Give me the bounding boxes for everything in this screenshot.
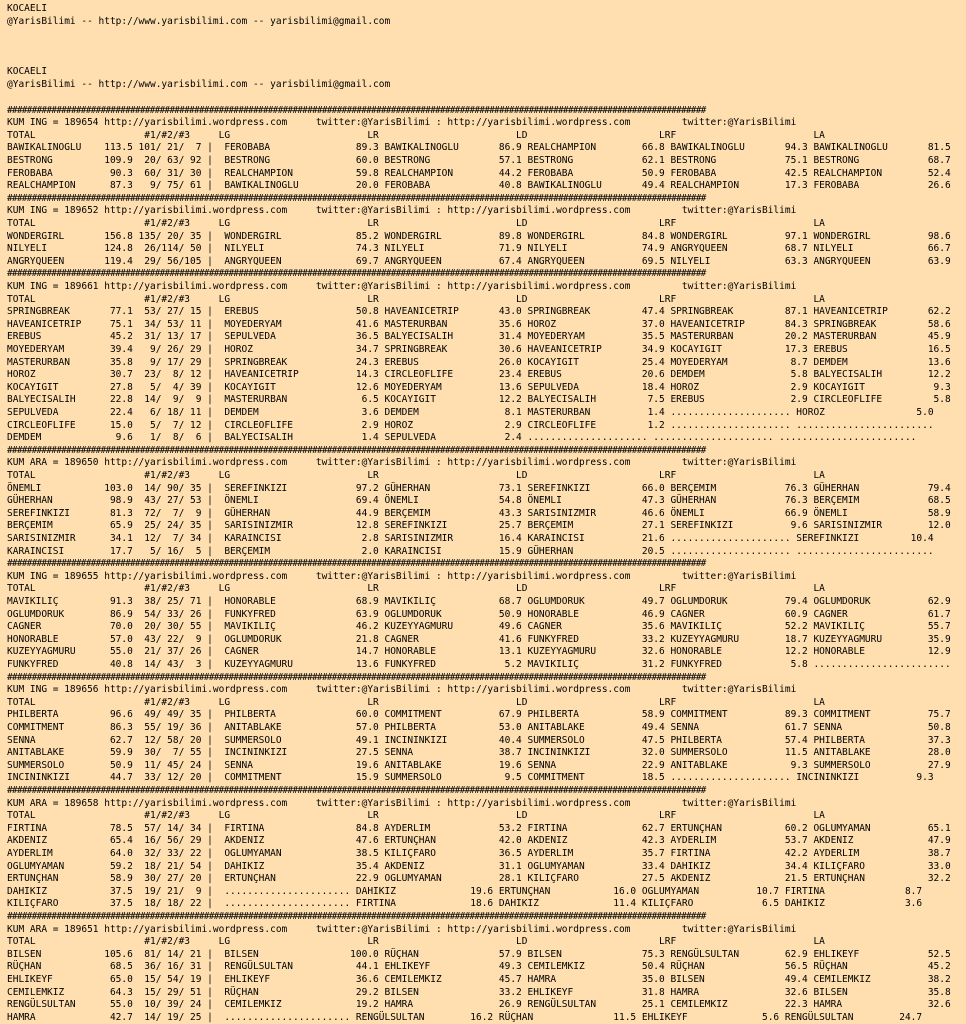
table-row: BESTRONG 109.9 20/ 63/ 92 | BESTRONG 60.0 BESTRONG 57.1 BESTRONG 62.1 BESTRONG 75.1 BESTRONG 68.7 xyxy=(7,154,951,166)
table-header: TOTAL #1/#2/#3 LG LR LD LRF LA xyxy=(7,936,825,948)
table-row: CEMILEMKIZ 64.3 15/ 29/ 51 | RÜÇHAN 29.2 BILSEN 33.2 EHLIKEYF 31.8 HAMRA 32.6 BILSEN 35.8 xyxy=(7,986,951,998)
section-separator: ############################################################################################################################################## xyxy=(7,104,706,116)
table-row: HAVEANICETRIP 75.1 34/ 53/ 11 | MOYEDERYAM 41.6 MASTERURBAN 35.6 HOROZ 37.0 HAVEANICETRIP 84.3 SPRINGBREAK 58.6 xyxy=(7,318,951,330)
table-row: SEREFINKIZI 81.3 72/ 7/ 9 | GÜHERHAN 44.9 BERÇEMIM 43.3 SARISINIZMIR 46.6 ÖNEMLI 66.9 ÖNEMLI 58.9 xyxy=(7,507,951,519)
table-header: TOTAL #1/#2/#3 LG LR LD LRF LA xyxy=(7,810,825,822)
table-row: COMMITMENT 86.3 55/ 19/ 36 | ANITABLAKE 57.0 PHILBERTA 53.0 ANITABLAKE 49.4 SENNA 61.7 SENNA 50.8 xyxy=(7,721,951,733)
table-row: FUNKYFRED 40.8 14/ 43/ 3 | KUZEYYAGMURU 13.6 FUNKYFRED 5.2 MAVIKILIÇ 31.2 FUNKYFRED 5.8 ........................ xyxy=(7,658,951,670)
table-row: SARISINIZMIR 34.1 12/ 7/ 34 | KARAINCISI 2.8 SARISINIZMIR 16.4 KARAINCISI 21.6 ..................... SEREFINKIZI 10.4 xyxy=(7,532,934,544)
table-header: TOTAL #1/#2/#3 LG LR LD LRF LA xyxy=(7,293,825,305)
table-row: GÜHERHAN 98.9 43/ 27/ 53 | ÖNEMLI 69.4 ÖNEMLI 54.8 ÖNEMLI 47.3 GÜHERHAN 76.3 BERÇEMIM 68.5 xyxy=(7,495,951,507)
table-header: TOTAL #1/#2/#3 LG LR LD LRF LA xyxy=(7,129,825,141)
table-row: EHLIKEYF 65.0 15/ 54/ 19 | EHLIKEYF 36.6 CEMILEMKIZ 45.7 HAMRA 35.0 BILSEN 49.4 CEMILEMKIZ 38.2 xyxy=(7,973,951,985)
race-title: KUM ARA = 189650 http://yarisbilimi.wordpress.com twitter:@YarisBilimi : http://yarisbilimi.wordpress.com twitter:@YarisBilimi xyxy=(7,457,797,469)
table-row: KILIÇFARO 37.5 18/ 18/ 22 | ...................... FIRTINA 18.6 DAHIKIZ 11.4 KILIÇFARO 6.5 DAHIKIZ 3.6 xyxy=(7,898,923,910)
table-row: INCININKIZI 44.7 33/ 12/ 20 | COMMITMENT 15.9 SUMMERSOLO 9.5 COMMITMENT 18.5 ..................... INCININKIZI 9.3 xyxy=(7,772,934,784)
table-row: SENNA 62.7 12/ 58/ 20 | SUMMERSOLO 49.1 INCININKIZI 40.4 SUMMERSOLO 47.5 PHILBERTA 57.4 PHILBERTA 37.3 xyxy=(7,734,951,746)
table-row: AYDERLIM 64.0 32/ 33/ 22 | OGLUMYAMAN 38.5 KILIÇFARO 36.5 AYDERLIM 35.7 FIRTINA 42.2 AYDERLIM 38.7 xyxy=(7,847,951,859)
table-header: TOTAL #1/#2/#3 LG LR LD LRF LA xyxy=(7,583,825,595)
table-row: KUZEYYAGMURU 55.0 21/ 37/ 26 | CAGNER 14.7 HONORABLE 13.1 KUZEYYAGMURU 32.6 HONORABLE 12.2 HONORABLE 12.9 xyxy=(7,646,951,658)
section-separator: ############################################################################################################################################## xyxy=(7,784,706,796)
table-row: OGLUMYAMAN 59.2 18/ 21/ 54 | DAHIKIZ 35.4 AKDENIZ 31.1 OGLUMYAMAN 33.4 DAHIKIZ 34.4 KILIÇFARO 33.0 xyxy=(7,860,951,872)
table-row: BAWIKALINOGLU 113.5 101/ 21/ 7 | FEROBABA 89.3 BAWIKALINOGLU 86.9 REALCHAMPION 66.8 BAWIKALINOGLU 94.3 BAWIKALINOGLU 81.5 xyxy=(7,142,951,154)
table-row: DAHIKIZ 37.5 19/ 21/ 9 | ...................... DAHIKIZ 19.6 ERTUNÇHAN 16.0 OGLUMYAMAN 10.7 FIRTINA 8.7 xyxy=(7,885,923,897)
table-row: ANITABLAKE 59.9 30/ 7/ 55 | INCININKIZI 27.5 SENNA 38.7 INCININKIZI 32.0 SUMMERSOLO 11.5 ANITABLAKE 28.0 xyxy=(7,747,951,759)
table-row: HONORABLE 57.0 43/ 22/ 9 | OGLUMDORUK 21.8 CAGNER 41.6 FUNKYFRED 33.2 KUZEYYAGMURU 18.7 KUZEYYAGMURU 35.9 xyxy=(7,633,951,645)
table-header: TOTAL #1/#2/#3 LG LR LD LRF LA xyxy=(7,469,825,481)
section-separator: ############################################################################################################################################## xyxy=(7,910,706,922)
table-row: KARAINCISI 17.7 5/ 16/ 5 | BERÇEMIM 2.0 KARAINCISI 15.9 GÜHERHAN 20.5 ..................... ........................ xyxy=(7,545,934,557)
table-row: RÜÇHAN 68.5 36/ 16/ 31 | RENGÜLSULTAN 44.1 EHLIKEYF 49.3 CEMILEMKIZ 50.4 RÜÇHAN 56.5 RÜÇHAN 45.2 xyxy=(7,961,951,973)
section-separator: ############################################################################################################################################## xyxy=(7,444,706,456)
table-row: REALCHAMPION 87.3 9/ 75/ 61 | BAWIKALINOGLU 20.0 FEROBABA 40.8 BAWIKALINOGLU 49.4 REALCHAMPION 17.3 FEROBABA 26.6 xyxy=(7,180,951,192)
section-separator: ############################################################################################################################################## xyxy=(7,558,706,570)
table-row: DEMDEM 9.6 1/ 8/ 6 | BALYECISALIH 1.4 SEPULVEDA 2.4 ..................... ..................... ........................ xyxy=(7,432,917,444)
table-row: NILYELI 124.8 26/114/ 50 | NILYELI 74.3 NILYELI 71.9 NILYELI 74.9 ANGRYQUEEN 68.7 NILYELI 66.7 xyxy=(7,243,951,255)
race-title: KUM ING = 189661 http://yarisbilimi.wordpress.com twitter:@YarisBilimi : http://yarisbilimi.wordpress.com twitter:@YarisBilimi xyxy=(7,280,797,292)
table-row: SPRINGBREAK 77.1 53/ 27/ 15 | EREBUS 50.8 HAVEANICETRIP 43.0 SPRINGBREAK 47.4 SPRINGBREAK 87.1 HAVEANICETRIP 62.2 xyxy=(7,306,951,318)
table-row: HOROZ 30.7 23/ 8/ 12 | HAVEANICETRIP 14.3 CIRCLEOFLIFE 23.4 EREBUS 20.6 DEMDEM 5.8 BALYECISALIH 12.2 xyxy=(7,369,951,381)
table-header: TOTAL #1/#2/#3 LG LR LD LRF LA xyxy=(7,217,825,229)
table-row: OGLUMDORUK 86.9 54/ 33/ 26 | FUNKYFRED 63.9 OGLUMDORUK 50.9 HONORABLE 46.9 CAGNER 60.9 CAGNER 61.7 xyxy=(7,608,951,620)
table-row: FEROBABA 90.3 60/ 31/ 30 | REALCHAMPION 59.8 REALCHAMPION 44.2 FEROBABA 50.9 FEROBABA 42.5 REALCHAMPION 52.4 xyxy=(7,167,951,179)
contact-line: @YarisBilimi -- http://www.yarisbilimi.com -- yarisbilimi@gmail.com xyxy=(7,78,391,90)
section-separator: ############################################################################################################################################## xyxy=(7,192,706,204)
table-row: AKDENIZ 65.4 16/ 56/ 29 | AKDENIZ 47.6 ERTUNÇHAN 42.0 AKDENIZ 42.3 AYDERLIM 53.7 AKDENIZ 47.9 xyxy=(7,835,951,847)
section-separator: ############################################################################################################################################## xyxy=(7,671,706,683)
table-row: RENGÜLSULTAN 55.0 10/ 39/ 24 | CEMILEMKIZ 19.2 HAMRA 26.9 RENGÜLSULTAN 25.1 CEMILEMKIZ 22.3 HAMRA 32.6 xyxy=(7,999,951,1011)
table-row: MOYEDERYAM 39.4 9/ 26/ 29 | HOROZ 34.7 SPRINGBREAK 30.6 HAVEANICETRIP 34.9 KOCAYIGIT 17.3 EREBUS 16.5 xyxy=(7,343,951,355)
table-row: BILSEN 105.6 81/ 14/ 21 | BILSEN 100.0 RÜÇHAN 57.9 BILSEN 75.3 RENGÜLSULTAN 62.9 EHLIKEYF 52.5 xyxy=(7,948,951,960)
table-row: HAMRA 42.7 14/ 19/ 25 | ...................... RENGÜLSULTAN 16.2 RÜÇHAN 11.5 EHLIKEYF 5.6 RENGÜLSULTAN 24.7 xyxy=(7,1011,923,1023)
table-row: SUMMERSOLO 50.9 11/ 45/ 24 | SENNA 19.6 ANITABLAKE 19.6 SENNA 22.9 ANITABLAKE 9.3 SUMMERSOLO 27.9 xyxy=(7,759,951,771)
table-row: BALYECISALIH 22.8 14/ 9/ 9 | MASTERURBAN 6.5 KOCAYIGIT 12.2 BALYECISALIH 7.5 EREBUS 2.9 CIRCLEOFLIFE 5.8 xyxy=(7,394,951,406)
table-row: CIRCLEOFLIFE 15.0 5/ 7/ 12 | CIRCLEOFLIFE 2.9 HOROZ 2.9 CIRCLEOFLIFE 1.2 ..................... ........................ xyxy=(7,419,934,431)
table-row: BERÇEMIM 65.9 25/ 24/ 35 | SARISINIZMIR 12.8 SEREFINKIZI 25.7 BERÇEMIM 27.1 SEREFINKIZI 9.6 SARISINIZMIR 12.0 xyxy=(7,520,951,532)
location-title: KOCAELI xyxy=(7,3,48,14)
table-row: WONDERGIRL 156.8 135/ 20/ 35 | WONDERGIRL 85.2 WONDERGIRL 89.8 WONDERGIRL 84.8 WONDERGIRL 97.1 WONDERGIRL 98.6 xyxy=(7,230,951,242)
table-row: EREBUS 45.2 31/ 13/ 17 | SEPULVEDA 36.5 BALYECISALIH 31.4 MOYEDERYAM 35.5 MASTERURBAN 20.2 MASTERURBAN 45.9 xyxy=(7,331,951,343)
table-row: ANGRYQUEEN 119.4 29/ 56/105 | ANGRYQUEEN 69.7 ANGRYQUEEN 67.4 ANGRYQUEEN 69.5 NILYELI 63.3 ANGRYQUEEN 63.9 xyxy=(7,255,951,267)
race-title: KUM ING = 189655 http://yarisbilimi.wordpress.com twitter:@YarisBilimi : http://yarisbilimi.wordpress.com twitter:@YarisBilimi xyxy=(7,570,797,582)
location-title: KOCAELI xyxy=(7,66,48,77)
table-row: ÖNEMLI 103.0 14/ 90/ 35 | SEREFINKIZI 97.2 GÜHERHAN 73.1 SEREFINKIZI 66.0 BERÇEMIM 76.3 GÜHERHAN 79.4 xyxy=(7,482,951,494)
table-header: TOTAL #1/#2/#3 LG LR LD LRF LA xyxy=(7,696,825,708)
table-row: SEPULVEDA 22.4 6/ 18/ 11 | DEMDEM 3.6 DEMDEM 8.1 MASTERURBAN 1.4 ..................... HOROZ 5.0 xyxy=(7,406,934,418)
table-row: FIRTINA 78.5 57/ 14/ 34 | FIRTINA 84.8 AYDERLIM 53.2 FIRTINA 62.7 ERTUNÇHAN 60.2 OGLUMYAMAN 65.1 xyxy=(7,822,951,834)
section-separator: ############################################################################################################################################## xyxy=(7,268,706,280)
table-row: CAGNER 70.0 20/ 30/ 55 | MAVIKILIÇ 46.2 KUZEYYAGMURU 49.6 CAGNER 35.6 MAVIKILIÇ 52.2 MAVIKILIÇ 55.7 xyxy=(7,621,951,633)
table-row: ERTUNÇHAN 58.9 30/ 27/ 20 | ERTUNÇHAN 22.9 OGLUMYAMAN 28.1 KILIÇFARO 27.5 AKDENIZ 21.5 ERTUNÇHAN 32.2 xyxy=(7,873,951,885)
table-row: MASTERURBAN 35.8 9/ 17/ 29 | SPRINGBREAK 24.3 EREBUS 26.0 KOCAYIGIT 25.4 MOYEDERYAM 8.7 DEMDEM 13.6 xyxy=(7,356,951,368)
contact-line: @YarisBilimi -- http://www.yarisbilimi.com -- yarisbilimi@gmail.com xyxy=(7,15,391,27)
race-title: KUM ING = 189652 http://yarisbilimi.wordpress.com twitter:@YarisBilimi : http://yarisbilimi.wordpress.com twitter:@YarisBilimi xyxy=(7,205,797,217)
race-title: KUM ARA = 189658 http://yarisbilimi.wordpress.com twitter:@YarisBilimi : http://yarisbilimi.wordpress.com twitter:@YarisBilimi xyxy=(7,797,797,809)
table-row: PHILBERTA 96.6 49/ 49/ 35 | PHILBERTA 60.0 COMMITMENT 67.9 PHILBERTA 58.9 COMMITMENT 89.3 COMMITMENT 75.7 xyxy=(7,709,951,721)
race-title: KUM ARA = 189651 http://yarisbilimi.wordpress.com twitter:@YarisBilimi : http://yarisbilimi.wordpress.com twitter:@YarisBilimi xyxy=(7,923,797,935)
table-row: KOCAYIGIT 27.8 5/ 4/ 39 | KOCAYIGIT 12.6 MOYEDERYAM 13.6 SEPULVEDA 18.4 HOROZ 2.9 KOCAYIGIT 9.3 xyxy=(7,381,951,393)
table-row: MAVIKILIÇ 91.3 38/ 25/ 71 | HONORABLE 68.9 MAVIKILIÇ 68.7 OGLUMDORUK 49.7 OGLUMDORUK 79.4 OGLUMDORUK 62.9 xyxy=(7,595,951,607)
race-title: KUM ING = 189656 http://yarisbilimi.wordpress.com twitter:@YarisBilimi : http://yarisbilimi.wordpress.com twitter:@YarisBilimi xyxy=(7,684,797,696)
race-title: KUM ING = 189654 http://yarisbilimi.wordpress.com twitter:@YarisBilimi : http://yarisbilimi.wordpress.com twitter:@YarisBilimi xyxy=(7,117,797,129)
